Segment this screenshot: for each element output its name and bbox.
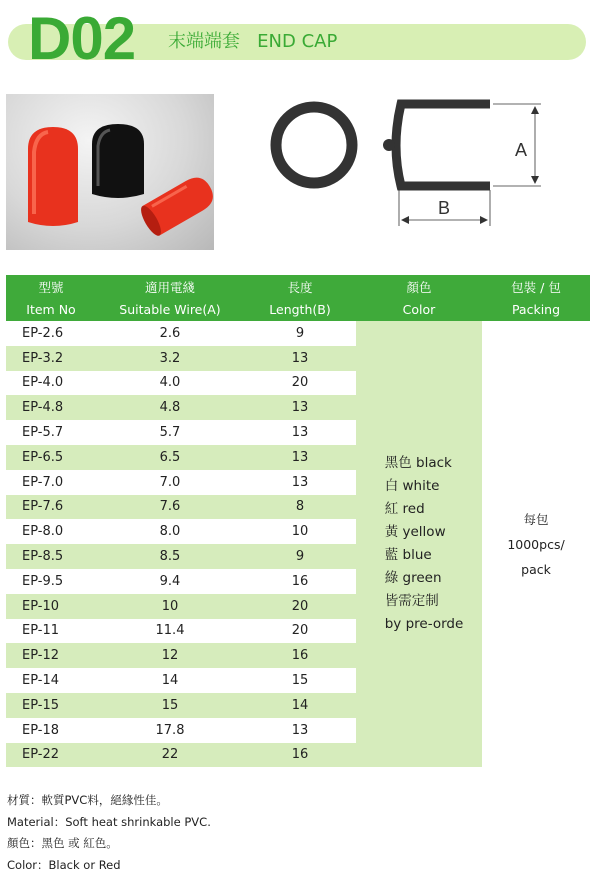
label-b: B	[438, 198, 451, 218]
item-no: EP-10	[6, 594, 96, 619]
wire-size: 8.0	[96, 519, 244, 544]
length: 13	[244, 470, 356, 495]
item-no: EP-3.2	[6, 346, 96, 371]
title-en: END CAP	[257, 31, 338, 52]
length: 13	[244, 445, 356, 470]
length: 16	[244, 569, 356, 594]
header-color-en: Color	[356, 298, 482, 321]
header-length-en: Length(B)	[244, 298, 356, 321]
product-code: D02	[28, 5, 136, 72]
header-wire-cn: 適用電綫	[96, 275, 244, 298]
length: 9	[244, 321, 356, 346]
item-no: EP-9.5	[6, 569, 96, 594]
wire-size: 5.7	[96, 420, 244, 445]
wire-size: 8.5	[96, 544, 244, 569]
note-color-cn: 顏色：黑色 或 紅色。	[7, 836, 118, 850]
item-no: EP-4.8	[6, 395, 96, 420]
item-no: EP-11	[6, 619, 96, 644]
note-material-en: Material：Soft heat shrinkable PVC.	[7, 814, 211, 829]
item-no: EP-22	[6, 743, 96, 768]
length: 8	[244, 495, 356, 520]
wire-size: 3.2	[96, 346, 244, 371]
item-no: EP-5.7	[6, 420, 96, 445]
header-item-cn: 型號	[6, 275, 96, 298]
length: 20	[244, 371, 356, 396]
color-cell	[356, 321, 482, 767]
length: 13	[244, 395, 356, 420]
wire-size: 7.6	[96, 495, 244, 520]
length: 13	[244, 718, 356, 743]
item-no: EP-8.5	[6, 544, 96, 569]
wire-size: 6.5	[96, 445, 244, 470]
side-view	[396, 104, 490, 186]
header-color-cn: 顏色	[356, 275, 482, 298]
length: 15	[244, 668, 356, 693]
item-no: EP-8.0	[6, 519, 96, 544]
wire-size: 9.4	[96, 569, 244, 594]
note-color-en: Color：Black or Red	[7, 857, 121, 872]
color-note: by pre-orde	[384, 616, 464, 633]
packing-line: 1000pcs/	[507, 536, 565, 552]
wire-size: 15	[96, 693, 244, 718]
packing-cell	[482, 321, 590, 767]
header-packing-cn: 包裝 / 包	[482, 275, 590, 298]
wire-size: 2.6	[96, 321, 244, 346]
length: 16	[244, 743, 356, 768]
color-option: 黃 yellow	[384, 524, 446, 541]
length: 20	[244, 594, 356, 619]
color-option: 藍 blue	[384, 547, 432, 564]
header-wire-en: Suitable Wire(A)	[96, 298, 244, 321]
header-row-cn	[6, 275, 590, 298]
color-note: 皆需定制	[384, 593, 439, 610]
wire-size: 22	[96, 743, 244, 768]
length: 13	[244, 346, 356, 371]
color-option: 紅 red	[384, 501, 425, 518]
header-row-en	[6, 298, 590, 321]
header-packing-en: Packing	[482, 298, 590, 321]
wire-size: 10	[96, 594, 244, 619]
item-no: EP-15	[6, 693, 96, 718]
material-notes	[7, 790, 211, 876]
wire-size: 17.8	[96, 718, 244, 743]
color-option: 白 white	[384, 478, 440, 495]
packing-line: 每包	[523, 511, 549, 527]
dimension-diagram	[265, 96, 555, 226]
packing-line: pack	[521, 561, 551, 577]
spec-table	[6, 275, 590, 767]
label-a: A	[515, 140, 528, 160]
length: 20	[244, 619, 356, 644]
length: 10	[244, 519, 356, 544]
product-title	[168, 28, 337, 56]
color-option: 綠 green	[384, 570, 442, 587]
end-cap-photo-illustration	[6, 94, 214, 250]
wire-size: 14	[96, 668, 244, 693]
wire-size: 11.4	[96, 619, 244, 644]
item-no: EP-2.6	[6, 321, 96, 346]
table-row	[6, 321, 590, 346]
length: 9	[244, 544, 356, 569]
wire-size: 4.8	[96, 395, 244, 420]
ring-view	[276, 107, 352, 183]
wire-size: 12	[96, 643, 244, 668]
item-no: EP-6.5	[6, 445, 96, 470]
wire-size: 7.0	[96, 470, 244, 495]
color-option: 黑色 black	[384, 455, 452, 472]
item-no: EP-14	[6, 668, 96, 693]
length: 16	[244, 643, 356, 668]
item-no: EP-18	[6, 718, 96, 743]
item-no: EP-7.6	[6, 495, 96, 520]
item-no: EP-7.0	[6, 470, 96, 495]
wire-size: 4.0	[96, 371, 244, 396]
header-item-en: Item No	[6, 298, 96, 321]
title-cn: 末端端套	[168, 31, 240, 52]
length: 14	[244, 693, 356, 718]
item-no: EP-12	[6, 643, 96, 668]
length: 13	[244, 420, 356, 445]
item-no: EP-4.0	[6, 371, 96, 396]
header-length-cn: 長度	[244, 275, 356, 298]
note-material-cn: 材質：軟質PVC料，絕緣性佳。	[7, 793, 168, 807]
product-photo	[6, 94, 214, 250]
